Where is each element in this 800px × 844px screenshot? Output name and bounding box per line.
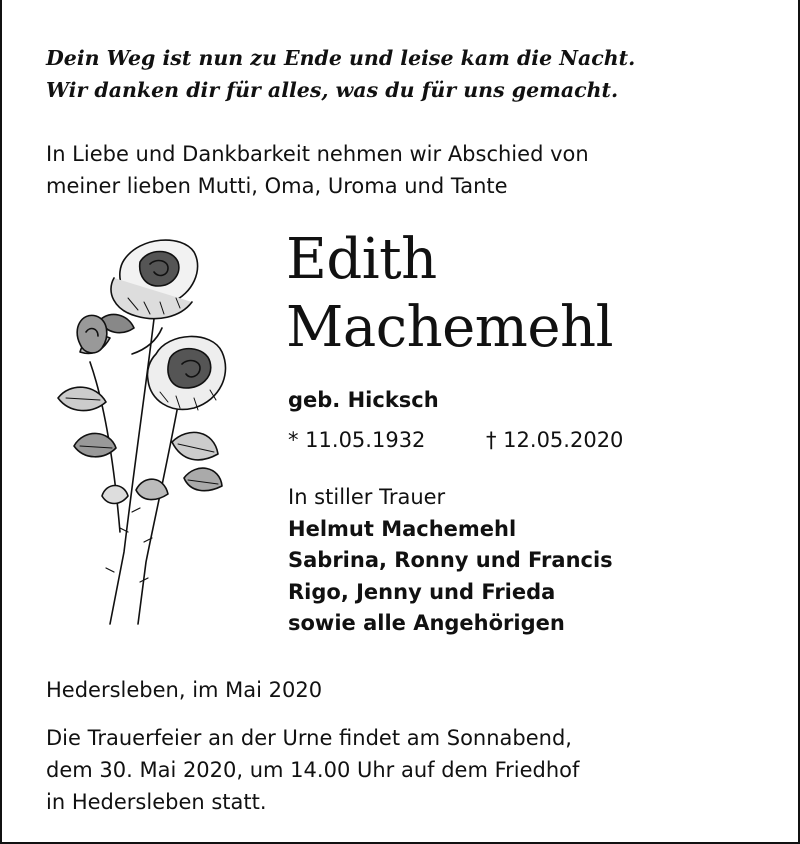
mourner-name: Rigo, Jenny und Frieda xyxy=(288,579,556,604)
deceased-name xyxy=(286,226,613,362)
service-line-1: Die Trauerfeier an der Urne findet am Sonnabend, xyxy=(46,726,572,750)
service-line-2: dem 30. Mai 2020, um 14.00 Uhr auf dem Friedhof xyxy=(46,758,580,782)
mourner-name: Helmut Machemehl xyxy=(288,516,517,541)
death-date: † 12.05.2020 xyxy=(486,428,624,452)
funeral-service-info xyxy=(46,722,579,818)
maiden-name: geb. Hicksch xyxy=(288,388,439,412)
mourner-name: Sabrina, Ronny und Francis xyxy=(288,548,613,572)
poem-line-2: Wir danken dir für alles, was du für uns gemacht. xyxy=(46,78,619,102)
service-line-3: in Hedersleben statt. xyxy=(46,790,267,814)
intro-line-1: In Liebe und Dankbarkeit nehmen wir Abschied von xyxy=(46,142,589,166)
poem-line-1: Dein Weg ist nun zu Ende und leise kam die Nacht. xyxy=(46,46,636,70)
mourners-block xyxy=(288,482,613,640)
mourner-name: sowie alle Angehörigen xyxy=(288,611,565,635)
place-date: Hedersleben, im Mai 2020 xyxy=(46,678,323,702)
birth-date: * 11.05.1932 xyxy=(288,428,426,452)
first-name: Edith xyxy=(286,227,437,292)
intro-line-2: meiner lieben Mutti, Oma, Uroma und Tante xyxy=(46,174,508,198)
poem xyxy=(46,42,635,106)
intro-text xyxy=(46,138,589,202)
last-name: Machemehl xyxy=(286,295,614,360)
mourners-heading: In stiller Trauer xyxy=(288,485,446,509)
life-dates xyxy=(288,425,648,455)
rose-icon xyxy=(44,232,244,632)
